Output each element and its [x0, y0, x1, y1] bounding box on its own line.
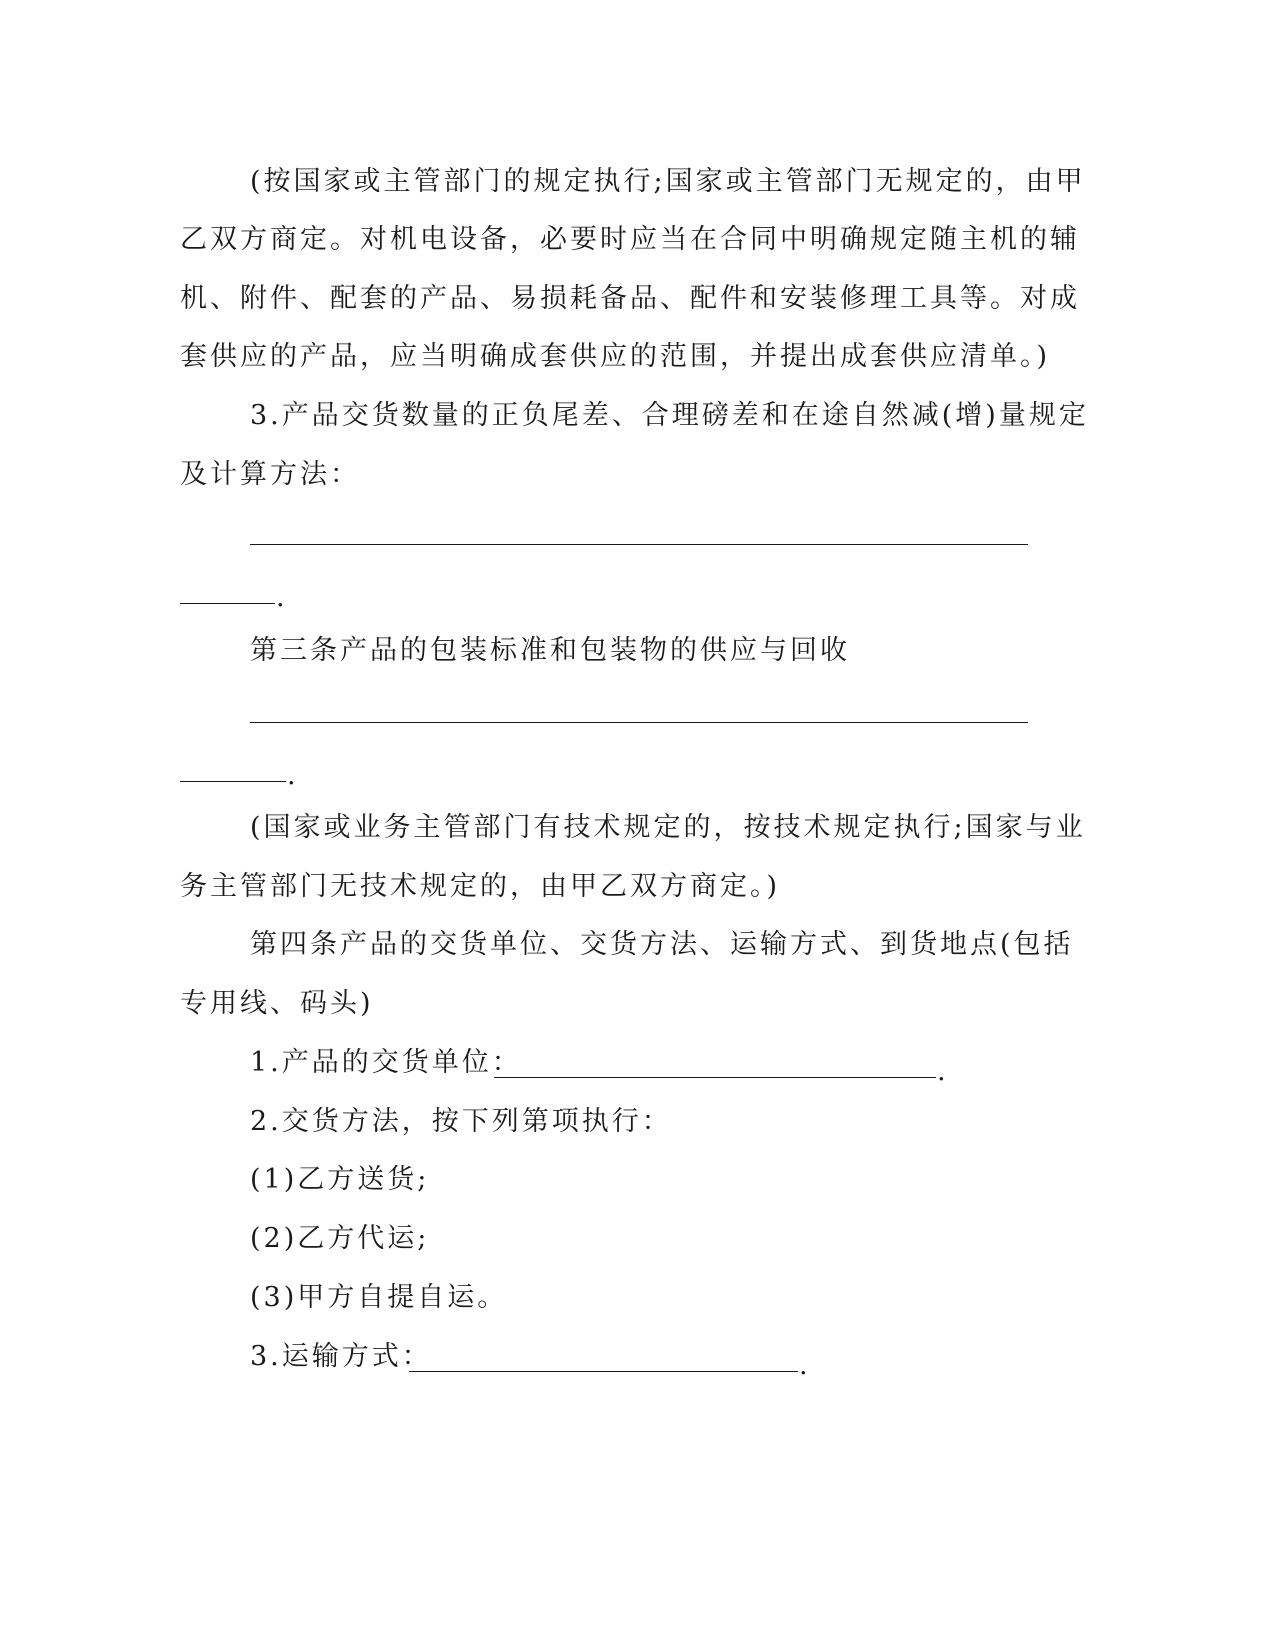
paragraph-2-line-1: (国家或业务主管部门有技术规定的，按技术规定执行;国家与业 [250, 812, 1086, 843]
blank-line-1-continued [180, 603, 275, 604]
paragraph-1-line-1: (按国家或主管部门的规定执行;国家或主管部门无规定的，由甲 [250, 166, 1086, 197]
article-3-title: 第三条产品的包装标准和包装物的供应与回收 [250, 635, 850, 666]
delivery-option-1: (1)乙方送货; [250, 1164, 430, 1195]
delivery-option-3: (3)甲方自提自运。 [250, 1282, 508, 1313]
delivery-unit-row [250, 1045, 522, 1081]
article-4-line-2: 专用线、码头) [180, 988, 374, 1019]
transport-blank [409, 1371, 798, 1372]
transport-period: . [799, 1350, 808, 1381]
transport-label: 3.运输方式： [250, 1341, 432, 1372]
delivery-unit-blank [494, 1077, 936, 1078]
blank-line-1-period: . [276, 582, 285, 613]
blank-line-2-continued [180, 781, 286, 782]
article-4-line-1: 第四条产品的交货单位、交货方法、运输方式、到货地点(包括 [250, 929, 1074, 960]
paragraph-1-line-3: 机、附件、配套的产品、易损耗备品、配件和安装修理工具等。对成 [180, 283, 1080, 314]
paragraph-1-line-2: 乙双方商定。对机电设备，必要时应当在合同中明确规定随主机的辅 [180, 224, 1080, 255]
blank-line-2-period: . [287, 760, 296, 791]
paragraph-2-line-2: 务主管部门无技术规定的，由甲乙双方商定。) [180, 871, 781, 902]
delivery-option-2: (2)乙方代运; [250, 1223, 430, 1254]
blank-line-1 [250, 544, 1028, 545]
delivery-method-label: 2.交货方法，按下列第项执行： [250, 1106, 672, 1137]
item-3-line-2: 及计算方法： [180, 459, 360, 490]
paragraph-1-line-4: 套供应的产品，应当明确成套供应的范围，并提出成套供应清单。) [180, 341, 1051, 372]
transport-row [250, 1339, 432, 1375]
delivery-unit-period: . [937, 1056, 946, 1087]
delivery-unit-label: 1.产品的交货单位： [250, 1047, 522, 1078]
blank-line-2 [250, 722, 1028, 723]
item-3-line-1: 3.产品交货数量的正负尾差、合理磅差和在途自然减(增)量规定 [250, 400, 1089, 431]
